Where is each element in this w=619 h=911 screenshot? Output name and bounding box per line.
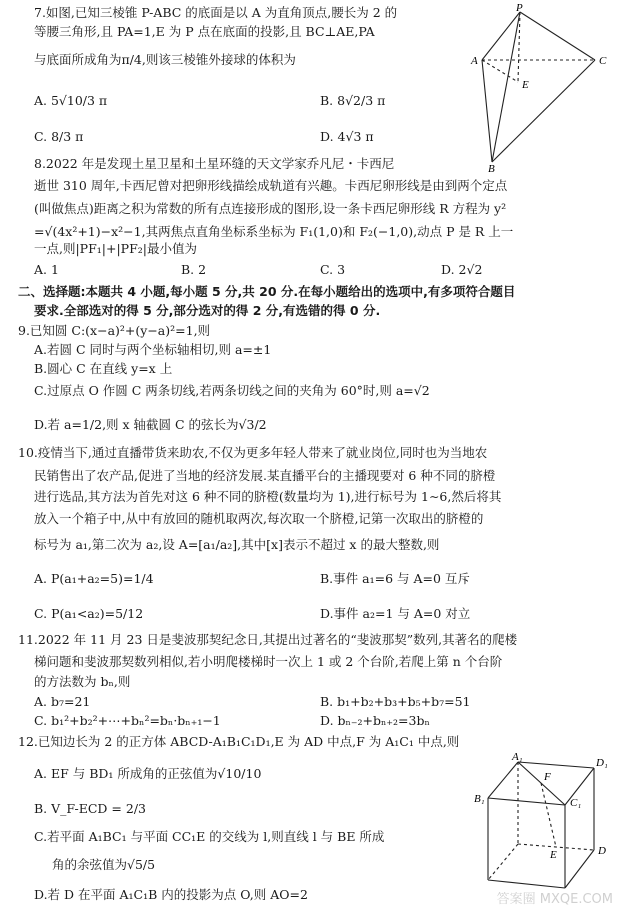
q10-option-d: D.事件 a₂=1 与 A=0 对立 — [320, 606, 471, 621]
q7-stem-line-3: 与底面所成角为π/4,则该三棱锥外接球的体积为 — [34, 52, 296, 67]
q7-option-c: C. 8/3 π — [34, 129, 84, 144]
q7-option-a: A. 5√10/3 π — [34, 93, 108, 108]
fig-label-e: E — [550, 849, 557, 861]
q11-option-a: A. b₇=21 — [34, 694, 91, 709]
fig-label-a1: A₁ — [512, 751, 523, 763]
q12-option-c-line-1: C.若平面 A₁BC₁ 与平面 CC₁E 的交线为 l,则直线 l 与 BE 所成 — [34, 829, 385, 844]
q8-stem-line-4: =√(4x²+1)−x²−1,其两焦点直角坐标系坐标为 F₁(1,0)和 F₂(−1,0),动点 P 是 R 上一 — [34, 224, 514, 239]
q12-option-d: D.若 D 在平面 A₁C₁B 内的投影为点 O,则 AO=2 — [34, 887, 308, 902]
q11-stem-line-2: 梯问题和斐波那契数列相似,若小明爬楼梯时一次上 1 或 2 个台阶,若爬上第 n 个台阶 — [34, 654, 503, 669]
q9-option-d: D.若 a=1/2,则 x 轴截圆 C 的弦长为√3/2 — [34, 417, 267, 432]
q10-stem-line-1: 10.疫情当下,通过直播带货来助农,不仅为更多年轻人带来了就业岗位,同时也为当地农 — [18, 445, 488, 460]
q11-option-c: C. b₁²+b₂²+⋯+bₙ²=bₙ·bₙ₊₁−1 — [34, 713, 221, 728]
fig-label-e: E — [522, 79, 529, 91]
q7-stem-line-1: 7.如图,已知三棱锥 P-ABC 的底面是以 A 为直角顶点,腰长为 2 的 — [34, 5, 398, 20]
q9-option-a: A.若圆 C 同时与两个坐标轴相切,则 a=±1 — [34, 342, 272, 357]
q8-stem-line-5: 一点,则|PF₁|+|PF₂|最小值为 — [34, 241, 197, 256]
q11-stem-line-3: 的方法数为 bₙ,则 — [34, 674, 131, 689]
q8-option-c: C. 3 — [320, 262, 346, 277]
section-2-heading-line-1: 二、选择题:本题共 4 小题,每小题 5 分,共 20 分.在每小题给出的选项中,有多项符合题目 — [18, 284, 516, 299]
q12-stem: 12.已知边长为 2 的正方体 ABCD-A₁B₁C₁D₁,E 为 AD 中点,F 为 A₁C₁ 中点,则 — [18, 734, 460, 749]
fig-label-f: F — [544, 771, 551, 783]
q9-option-c: C.过原点 O 作圆 C 两条切线,若两条切线之间的夹角为 60°时,则 a=√2 — [34, 383, 430, 398]
q7-tetrahedron-figure — [470, 2, 618, 172]
q8-option-a: A. 1 — [34, 262, 59, 277]
q11-option-d: D. bₙ₋₂+bₙ₊₂=3bₙ — [320, 713, 430, 728]
q9-option-b: B.圆心 C 在直线 y=x 上 — [34, 361, 173, 376]
q7-stem-line-2: 等腰三角形,且 PA=1,E 为 P 点在底面的投影,且 BC⊥AE,PA — [34, 24, 375, 39]
q7-option-d: D. 4√3 π — [320, 129, 374, 144]
fig-label-c: C — [599, 55, 607, 67]
fig-label-c1: C₁ — [570, 797, 582, 809]
q12-option-b: B. V_F-ECD = 2/3 — [34, 801, 146, 816]
q12-option-a: A. EF 与 BD₁ 所成角的正弦值为√10/10 — [34, 766, 262, 781]
q10-stem-line-3: 进行选品,其方法为首先对这 6 种不同的脐橙(数量均为 1),进行标号为 1∼6,然后将其 — [34, 489, 502, 504]
q10-stem-line-2: 民销售出了农产品,促进了当地的经济发展.某直播平台的主播现要对 6 种不同的脐橙 — [34, 468, 496, 483]
q11-option-b: B. b₁+b₂+b₃+b₅+b₇=51 — [320, 694, 471, 709]
fig-label-d: D — [598, 845, 606, 857]
q10-option-c: C. P(a₁<a₂)=5/12 — [34, 606, 144, 621]
q10-option-a: A. P(a₁+a₂=5)=1/4 — [34, 571, 154, 586]
q9-stem: 9.已知圆 C:(x−a)²+(y−a)²=1,则 — [18, 323, 211, 338]
q10-option-b: B.事件 a₁=6 与 A=0 互斥 — [320, 571, 470, 586]
q11-stem-line-1: 11.2022 年 11 月 23 日是斐波那契纪念日,其提出过著名的“斐波那契”数列,其著名的爬楼 — [18, 632, 518, 647]
q7-option-b: B. 8√2/3 π — [320, 93, 386, 108]
q8-option-d: D. 2√2 — [441, 262, 483, 277]
fig-label-p: P — [516, 2, 523, 14]
q12-cube-figure — [470, 750, 619, 908]
q8-stem-line-3: (叫做焦点)距离之积为常数的所有点连接形成的图形,设一条卡西尼卵形线 R 方程为 y² — [34, 201, 507, 216]
q8-option-b: B. 2 — [181, 262, 207, 277]
q8-stem-line-2: 逝世 310 周年,卡西尼曾对把卵形线描绘成轨道有兴趣。卡西尼卵形线是由到两个定点 — [34, 178, 508, 193]
fig-label-d1: D₁ — [596, 757, 608, 769]
q10-stem-line-4: 放入一个箱子中,从中有放回的随机取两次,每次取一个脐橙,记第一次取出的脐橙的 — [34, 511, 484, 526]
q8-stem-line-1: 8.2022 年是发现土星卫星和土星环缝的天文学家乔凡尼・卡西尼 — [34, 156, 395, 171]
q10-stem-line-5: 标号为 a₁,第二次为 a₂,设 A=[a₁/a₂],其中[x]表示不超过 x 的最大整数,则 — [34, 537, 440, 552]
q12-option-c-line-2: 角的余弦值为√5/5 — [52, 857, 156, 872]
fig-label-a: A — [471, 55, 478, 67]
watermark-logo: 答案圈 MXQE.COM — [496, 892, 613, 907]
section-2-heading-line-2: 要求.全部选对的得 5 分,部分选对的得 2 分,有选错的得 0 分. — [34, 303, 381, 318]
fig-label-b: B — [488, 163, 495, 172]
fig-label-b1: B₁ — [474, 793, 485, 805]
